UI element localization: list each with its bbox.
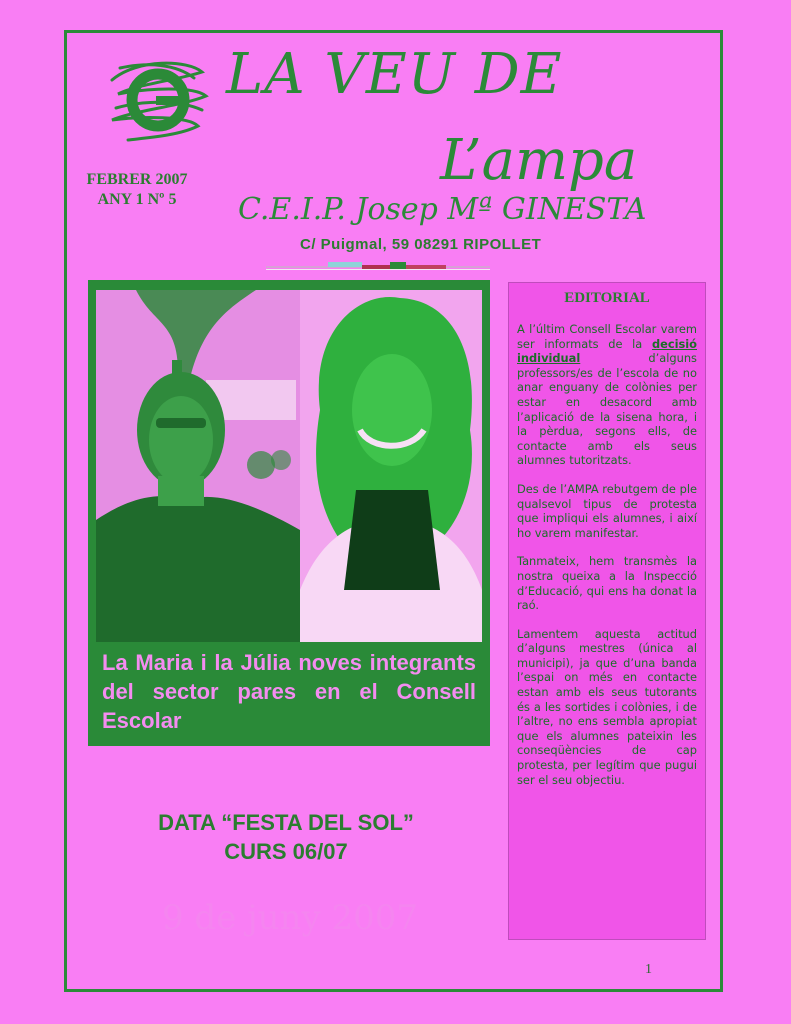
festa-heading [96, 808, 476, 866]
editorial-title: EDITORIAL [564, 290, 650, 306]
festa-line1: DATA “FESTA DEL SOL” [158, 810, 414, 835]
festa-line2: CURS 06/07 [224, 839, 348, 864]
editorial-body [517, 322, 697, 801]
issue-number: ANY 1 Nº 5 [97, 191, 177, 208]
photo-julia [300, 290, 482, 642]
editorial-p1-emphasis: decisió individual [517, 336, 697, 366]
feature-caption: La Maria i la Júlia noves integrants del sector pares en el Consell Escolar [102, 650, 476, 733]
editorial-p1-start: A l’últim Consell Escolar varem ser informats de la [517, 322, 697, 351]
masthead-title-line1: LA VEU DE [226, 42, 563, 107]
editorial-paragraph [517, 322, 697, 468]
festa-date-faded: 9 de juny 2007 [161, 898, 418, 938]
decorative-rule [266, 262, 490, 272]
issue-info [70, 170, 204, 210]
school-address: C/ Puigmal, 59 08291 RIPOLLET [300, 236, 542, 253]
issue-date: FEBRER 2007 [86, 171, 188, 188]
editorial-p1-end: d’alguns professors/es de l’escola de no anar enguany de colònies per estar en desacord amb l’aplicació de la sisena hora, i la pèrdua, segons ells, de contacte amb els seus alumnes tutoritzats. [517, 351, 697, 468]
masthead-title-line2: L’ampa [440, 128, 638, 193]
photo-maria [96, 290, 300, 642]
school-name: C.E.I.P. Josep Mª GINESTA [238, 192, 647, 227]
editorial-paragraph: Lamentem aquesta actitud d’alguns mestres (única al municipi), ja que d’una banda l’espai on més en contacte estan amb els seus tutorants és a les sortides i colònies, i de l’altre, no ens sembla apropiat que els alumnes pateixin les conseqüències de cap protesta, per legítim que pugui ser el seu objectiu. [517, 626, 697, 787]
page-number: 1 [645, 962, 652, 977]
ampa-logo [98, 50, 218, 148]
editorial-paragraph: Des de l’AMPA rebutgem de ple qualsevol tipus de protesta que impliqui els alumnes, i així ho varem manifestar. [517, 481, 697, 540]
editorial-paragraph: Tanmateix, hem transmès la nostra queixa a la Inspecció d’Educació, qui ens ha donat la raó. [517, 554, 697, 613]
